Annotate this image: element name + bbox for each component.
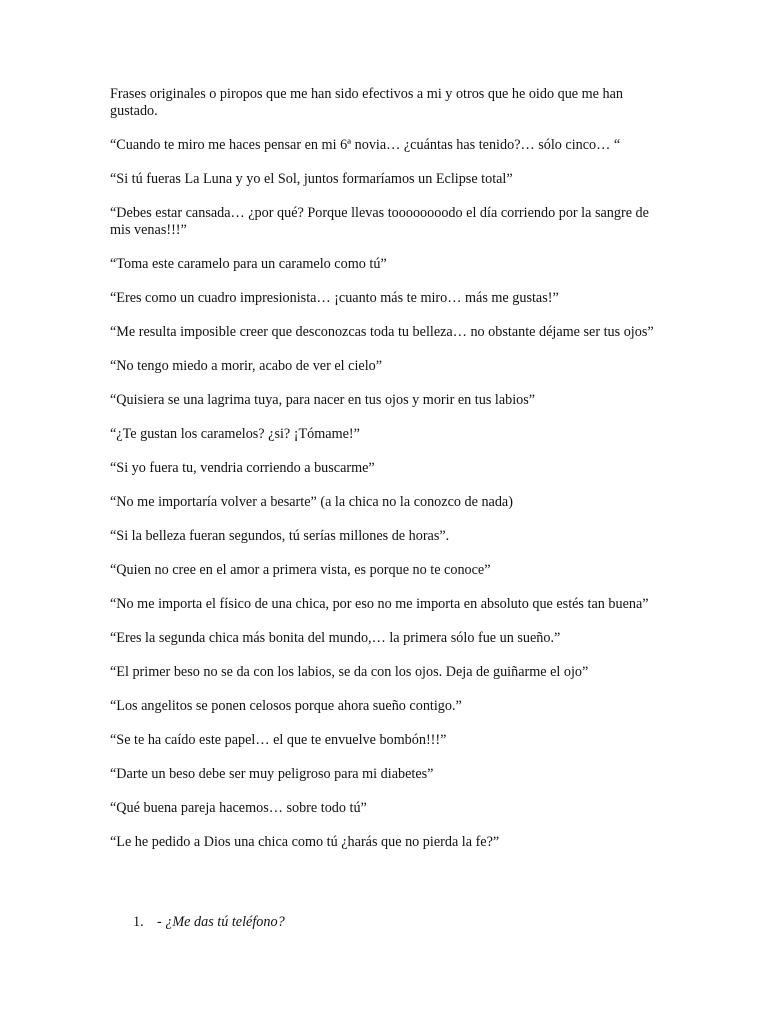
quote-paragraph: “¿Te gustan los caramelos? ¿si? ¡Tómame!” (110, 426, 360, 442)
quote-paragraph: “Debes estar cansada… ¿por qué? Porque llevas toooooooodo el día corriendo por la sangre de mis venas!!!” (110, 205, 649, 238)
quote-paragraph: “Me resulta imposible creer que desconozcas toda tu belleza… no obstante déjame ser tus ojos” (110, 324, 654, 340)
quote-paragraph: “Si tú fueras La Luna y yo el Sol, juntos formaríamos un Eclipse total” (110, 171, 513, 187)
quote-paragraph: “Cuando te miro me haces pensar en mi 6ª novia… ¿cuántas has tenido?… sólo cinco… “ (110, 137, 621, 153)
quote-paragraph: “No me importaría volver a besarte” (a la chica no la conozco de nada) (110, 494, 513, 510)
quote-paragraph: “Toma este caramelo para un caramelo como tú” (110, 256, 387, 272)
quote-paragraph: “Se te ha caído este papel… el que te envuelve bombón!!!” (110, 732, 447, 748)
quote-paragraph: “Quisiera se una lagrima tuya, para nacer en tus ojos y morir en tus labios” (110, 392, 536, 408)
quote-paragraph: “Los angelitos se ponen celosos porque ahora sueño contigo.” (110, 698, 462, 714)
quote-paragraph: “Le he pedido a Dios una chica como tú ¿harás que no pierda la fe?” (110, 834, 500, 850)
quote-paragraph: “No me importa el físico de una chica, por eso no me importa en absoluto que estés tan buena” (110, 596, 649, 612)
numbered-list-item (133, 914, 285, 931)
quote-paragraph: “Darte un beso debe ser muy peligroso para mi diabetes” (110, 766, 434, 782)
quote-paragraph: “No tengo miedo a morir, acabo de ver el cielo” (110, 358, 383, 374)
document-body (110, 86, 655, 851)
list-number: 1. (133, 914, 144, 930)
quote-paragraph: “Eres como un cuadro impresionista… ¡cuanto más te miro… más me gustas!” (110, 290, 559, 306)
quote-paragraph: “El primer beso no se da con los labios, se da con los ojos. Deja de guiñarme el ojo” (110, 664, 589, 680)
quote-paragraph: “Si yo fuera tu, vendria corriendo a buscarme” (110, 460, 375, 476)
quote-paragraph: “Si la belleza fueran segundos, tú serías millones de horas”. (110, 528, 450, 544)
intro-paragraph: Frases originales o piropos que me han sido efectivos a mi y otros que he oido que me han gustado. (110, 86, 624, 119)
quote-paragraph: “Qué buena pareja hacemos… sobre todo tú” (110, 800, 367, 816)
quote-paragraph: “Quien no cree en el amor a primera vista, es porque no te conoce” (110, 562, 491, 578)
quote-paragraph: “Eres la segunda chica más bonita del mundo,… la primera sólo fue un sueño.” (110, 630, 561, 646)
list-item-text: - ¿Me das tú teléfono? (157, 914, 285, 930)
